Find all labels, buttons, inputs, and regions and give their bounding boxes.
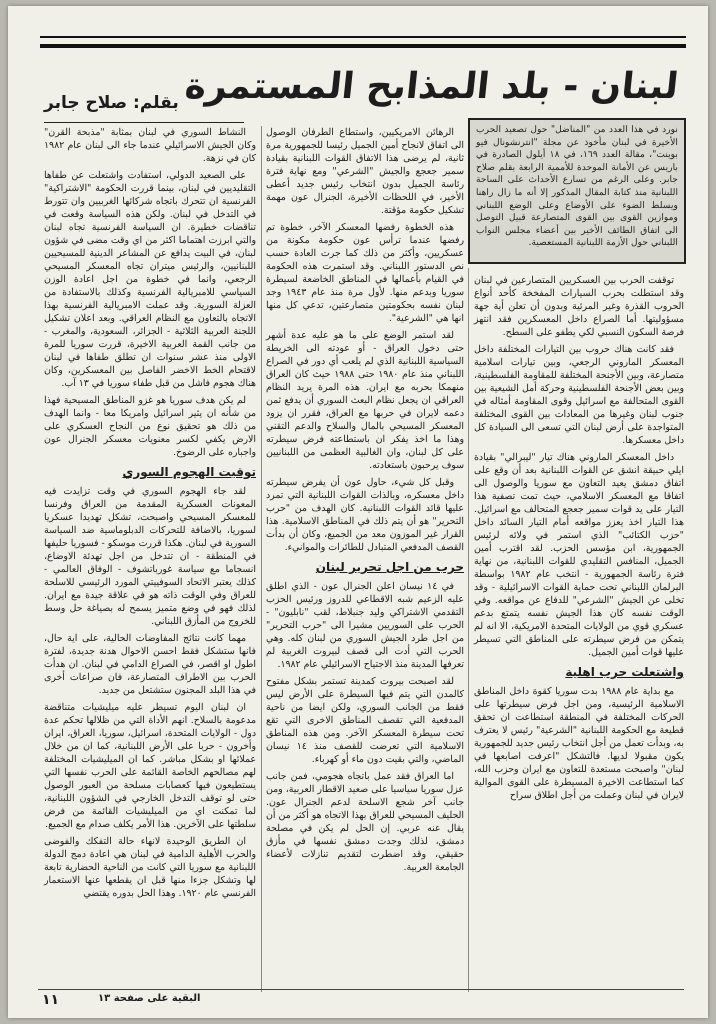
paragraph: الرهائن الامريكيين، واستطاع الطرفان الوصول الى اتفاق لانجاح أمين الجميل رئيسا للجمهورية مرة ثانية، لم يرضى هذا الاتفاق القوات اللبنانية بقيادة سمير جعجع والجيش "الشرعي" ومع نهاية فترة رئاسة الجميل بدون انتخاب رئيس جديد أعطى الأخير، في اللحظات الأخيرة، الجنرال عون مهمة تشكيل حكومة مؤقتة. (266, 127, 464, 216)
paragraph: داخل المعسكر الماروني هناك تيار "ليبرالي" بقيادة ايلي حبيقة انشق عن القوات اللبنانية بعد أن وقع على اتفاق دمشق يعيد التعاون مع سوريا والوصول الى اتفاقا مع المعسكر الاسلامي، حيث تمت تصفية هذا التيار على يد قوات سمير جعجع المتحالف مع اسرائيل. هذا التيار اخذ يعزز مواقعه أمام التيار السائد داخل "حزب الكتائب" الذي استمر في ولائه لرئيس الجمهورية، ابن مؤسس الحزب. لقد اقترب أمين الجميل، المنافس التقليدي للقوات اللبنانية، من نهاية فترة رئاسة الجمهورية - انتخب عام ١٩٨٢ بواسطة البرلمان اللبناني تحت حماية القوات الاسرائيلية - وقد تخلى عن الجيش "الشرعي" للدفاع عن مواقعه. وفي الوقت نفسه كان هذا الجيش نفسه يتمتع بدعم عسكري قوي من الولايات المتحدة الامريكية، الا انه لم يتمكن من فرض سيطرته على المناطق التي تسيطر عليها قوات أمين الجميل. (474, 452, 684, 658)
section-subhead: توقيت الهجوم السوري (122, 465, 256, 479)
page-footer (38, 989, 684, 1010)
top-rule (40, 36, 686, 38)
paragraph: على الصعيد الدولي، استفادت واشتعلت عن طفاها التقليديين في لبنان، بينما قررت الحكومة "الاشتراكية" الفرنسية ان تتحرك باتجاه شركائها الغربيين وان تتورط في التدخل في لبنان. ولكن هذه السياسة وقعت في تناقضات خطيرة. ان السياسة الفرنسية تجاه لبنان والتي ابرزت اهتماما اكثر من اي وقت مضى في شؤون لبنان، في البيت يدافع عن المشاعر الدينية للمسيحيين اللبنانيين، والرئيس ميتران تجاه المعسكر المسيحي الرجعي، وانما في خطوة من اجل اعادة الوزن السياسي للامبريالية الفرنسية وكذلك بالاستفادة من العزلة السورية. وقد عملت الامبريالية الفرنسية بهذا الاتجاه بالتعاون مع النظام العراقي. وبعد اعلان تشكيل اللجنة العربية الثلاثية - الجزائر، السعودية، والمغرب - من جانب القمة العربية الاخيرة، قررت سوريا للمرة الاولى منذ عشر سنوات ان تطلق طفاها في لبنان لاقتحام الخط الاخضر الفاصل بين المعسكرين، وكان هناك هجوم فاشل من قبل طفاء سوريا في ١٣ آب. (44, 170, 256, 389)
paragraph: ان الطريق الوحيدة لانهاء حالة التفكك والفوضى والحرب الأهلية الدامية في لبنان هي اعادة دمج الدولة اللبنانية مع سوريا التي كانت من الناحية الحضارية تابعة لها وتشكل جزءا منها قبل ان يقطعها عنها الاستعمار الفرنسي عام ١٩٢٠. وهذا الحل بدوره يقتضي (44, 836, 256, 899)
paragraph: لقد استمر الوضع على ما هو عليه عدة أشهر حتى دخول العراق - أو عودته الى الخريطة السياسية اللبنانية الذي لم يلعب أي دور في الصراع اللبناني منذ عام ١٩٨٠ حتى ١٩٨٨ حيث كان العراق منهمكا بحربه مع ايران. هذه المرة يريد النظام العراقي ان يجعل نظام البعث السوري أن يدفع ثمن دعمه لايران في حربها مع العراق، فقرر ان يزود المعسكر المسيحي بالمال والسلاح والدعم التقني وهذا ما اخذ يفكر ان باستطاعته فرض سيطرته على كل لبنان، وان الغالبية العظمى من اللبنانيين سوف يرحبون باستعادته. (266, 330, 464, 471)
page-number: ١١ (42, 992, 60, 1008)
byline: بقلم: صلاح جابر (44, 93, 179, 113)
paragraph: لم يكن هدف سوريا هو غزو المناطق المسيحية فهذا من شأنه ان يثير اسرائيل وامريكا معا - وانما الهدف من ذلك هو تحقيق نوع من النجاح العسكري على الارض يكفي لكسر معنويات معسكر الجنرال عون واجباره على الرضوخ. (44, 395, 256, 458)
paragraph: ان لبنان اليوم تسيطر عليه ميليشيات متناقضة مدعومة بالسلاح. انهم الأداة التي من ظلالها تحكم عدة دول - الولايات المتحدة، اسرائيل، سوريا، العراق، ايران وأخرون - حربا على الأرض اللبنانية، كما ان من خلال عملائها او بشكل مباشر. كما ان الميليشيات المختلفة لهم مصالحهم الخاصة القائمة على الحرب نفسها التي يستطيعون فيها كعصابات مسلحة من العبور الوصول حتى لو توقف التدخل الخارجي في الشؤون اللبنانية، لما تمكنت اي من الميليشيات القائمة من فرض سلطتها على الآخرين. هذا الأمر يكلف صدام مع الجميع. (44, 702, 256, 830)
top-rule-thick (40, 44, 686, 48)
continued-note: البقية على صفحة ١٣ (98, 993, 201, 1004)
paragraph: مع بداية عام ١٩٨٨ بدت سوريا كقوة داخل المناطق الاسلامية الرئيسية، ومن اجل فرض سيطرتها على الحركات المختلفة في المنطقة استطاعت ان تحقق قطيعة مع الحكومة اللبنانية "الشرعية" رئيس لا يعترف به، وبدأت تعمل من أجل انتخاب رئيس جديد للجمهورية يكون مقبولا لديها. فالتشكل "اعرفت اصابعها في لبنان" واصبحت مستعدة للتعاون مع ايران وحزب الله، كما استطاعت الاخيرة المسيطرة على القوى الموالية لايران في لبنان وعملت من أجل اطلاق سراح (474, 686, 684, 801)
paragraph: فقد كانت هناك حروب بين التيارات المختلفة داخل المعسكر الماروني الرجعي، وبين تيارات اسلامية متصارعة، وبين الأجنحة المختلفة للمقاومة الفلسطينية، وبين بعض الأجنحة الفلسطينية وحركة أمل الشيعية بين القوى المتحالفة مع اسرائيل وقوى المقاومة أمثاله في جنوب لبنان وغيرها من المعادات بين القوى المختلفة المتواجدة على أرض لبنان التي تسعى الى السيادة كل داخل معسكرها. (474, 344, 684, 446)
paragraph: النشاط السوري في لبنان بمثابة "مذبحة القرن" وكان الجيش الاسرائيلي عندما جاء الى لبنان عام ١٩٨٢ كان في نزهة. (44, 127, 256, 164)
paragraph: اما العراق فقد عمل باتجاه هجومي، فمن جانب عزل سوريا سياسيا على صعيد الاقطار العربية، ومن جانب آخر شجع الاسلحة لدعم الجنرال عون. الحليف المسيحي للعراق بهذا الاتجاه هو أكثر من أن يقال عنه عربي. إن الحل لم يكن في مصلحة دمشق، لذلك وجدت دمشق نفسها في مأزق حقيقي، وقد اضطرت لتقديم تنازلات لأعضاء الجامعة العربية. (266, 771, 464, 873)
section-subhead: واشتعلت حرب اهلية (565, 665, 684, 679)
headline: لبنان - بلد المذابح المستمرة (182, 66, 681, 107)
column-divider (468, 268, 469, 992)
byline-underline (44, 122, 244, 123)
paragraph: لقد اصبحت بيروت كمدينة تستمر بشكل مفتوح كالمدن التي يتم فيها السيطرة على الأرض ليس فقط من الجانب السوري، ولكن ايضا من ناحية المدفعية التي تقصف المناطق الاخرى التي تقع تحت سيطرة المعسكر الآخر. ومن هذه المناطق الاسلامية التي تعرضت للقصف منذ ١٤ نيسان الماضي، والتي بقيت دون ماء أو كهرباء. (266, 676, 464, 765)
column-divider (261, 126, 262, 992)
paragraph: في ١٤ نيسان اعلن الجنرال عون - الذي اطلق عليه الزعيم شبه الاقطاعي للدروز ورئيس الحزب التقدمي الاشتراكي وليد جنبلاط، لقب "نابليون" - الحرب على السوريين مشيرا الى "حرب التحرير" من اجل طرد الجيش السوري من لبنان كله. وهي الحرب التي أدت الى قصف لبيروت الغربية لم تعرفها المدينة منذ الاجتياح الاسرائيلي عام ١٩٨٢. (266, 581, 464, 670)
article-column-left (44, 126, 256, 994)
newspaper-page (8, 6, 708, 1018)
paragraph: وقبل كل شيء، حاول عون أن يفرض سيطرته داخل معسكره، وبالذات القوات اللبنانية التي تمرد عليها قائد القوات اللبنانية. كان الهدف من "حرب التحرير" هو أن يتم ذلك في المناطق الاسلامية. هذا القرار غير الموزون معد من الجميع، وكان أن بدأت القصف المدفعي المتبادل للطائرات والموانيء. (266, 477, 464, 553)
article-column-right (474, 274, 684, 994)
article-column-middle (266, 126, 464, 994)
intro-box: نورد في هذا العدد من "المناضل" حول تصعيد الحرب الأخيرة في لبنان مأخوذ عن مجلة "انترنشونال فيو بوينت"، مقالة العدد ١٦٩، في ١٨ أيلول الصادرة في باريس عن الأمانة الموحدة للأممية الرابعة بقلم صلاح جابر. وعلى الرغم من تسارع الأحداث على الساحة اللبنانية منذ كتابة المقال المذكور إلا أنه ما زال راهنا ويسلط الضوء على الأوضاع وعلى الوضع اللبناني وموازين القوى بين القوى المتصارعة قبيل التوصل الى اتفاق الطائف الأخير بين أعضاء مجلس النواب اللبناني حول الأزمة اللبنانية المستعصية. (468, 118, 686, 264)
paragraph: هذه الخطوة رفضها المعسكر الآخر، خطوة تم رفضها عندما ترأس عون حكومة مكونة من عسكريين، وأكثر من ذلك كما جرت العادة حسب نص الدستور اللبناني. وقد استمرت هذه الحكومة في القيام بأعمالها في المناطق الخاضعة لسيطرة سوريا وبدعم منها. لأول مرة منذ عام ١٩٤٣ وجد لبنان نفسه بحكومتين متصارعتين، تدعي كل منها انها هي "الشرعية". (266, 222, 464, 324)
paragraph: لقد جاء الهجوم السوري في وقت تزايدت فيه المعونات العسكرية المقدمة من العراق وفرنسا للمعسكر المسيحي واصبحت، تشكل تهديدا عسكريا لسوريا، بالاضافة للتحركات الدبلوماسية ضد السياسة السورية في لبنان. هكذا قررت موسكو - فسوريا حليفها في المنطقة - ان تتدخل من اجل تهدئة الاوضاع، انسجاما مع سياسة غورباتشوف - الوفاق العالمي - كذلك يعتبر الاتحاد السوفييتي المورد الرئيسي للاسلحة للعراق وفي الوقت ذاته هو في علاقة جيدة مع ايران. لذلك فهو في وضع متميز يسمح له بصياغة حل وسط للخروج من المأزق اللبناني. (44, 486, 256, 627)
paragraph: مهما كانت نتائج المفاوضات الحالية، على اية حال، فانها ستشكل فقط احسن الاحوال هدنة جديدة، لفترة اطول او اقصر، في الصراع الدامي في لبنان. ان هدأت الحرب بين الاطراف المتصارعة، فان صراعات أخرى في هذا البلد المجنون ستشتعل من جديد. (44, 633, 256, 696)
paragraph: توقفت الحرب بين العسكريين المتصارعين في لبنان وقد استطلت بحرب السيارات المفخخة كأحد أنواع الحروب القذرة وغير المرئية وبدون أن تعلن أية جهة مسؤوليتها. أما الصراع داخل المعسكرين فقد انتهز فرصة السكون النسبي لكي يطفو على السطح. (474, 275, 684, 338)
section-subhead: حرب من اجل تحرير لبنان (315, 560, 464, 574)
